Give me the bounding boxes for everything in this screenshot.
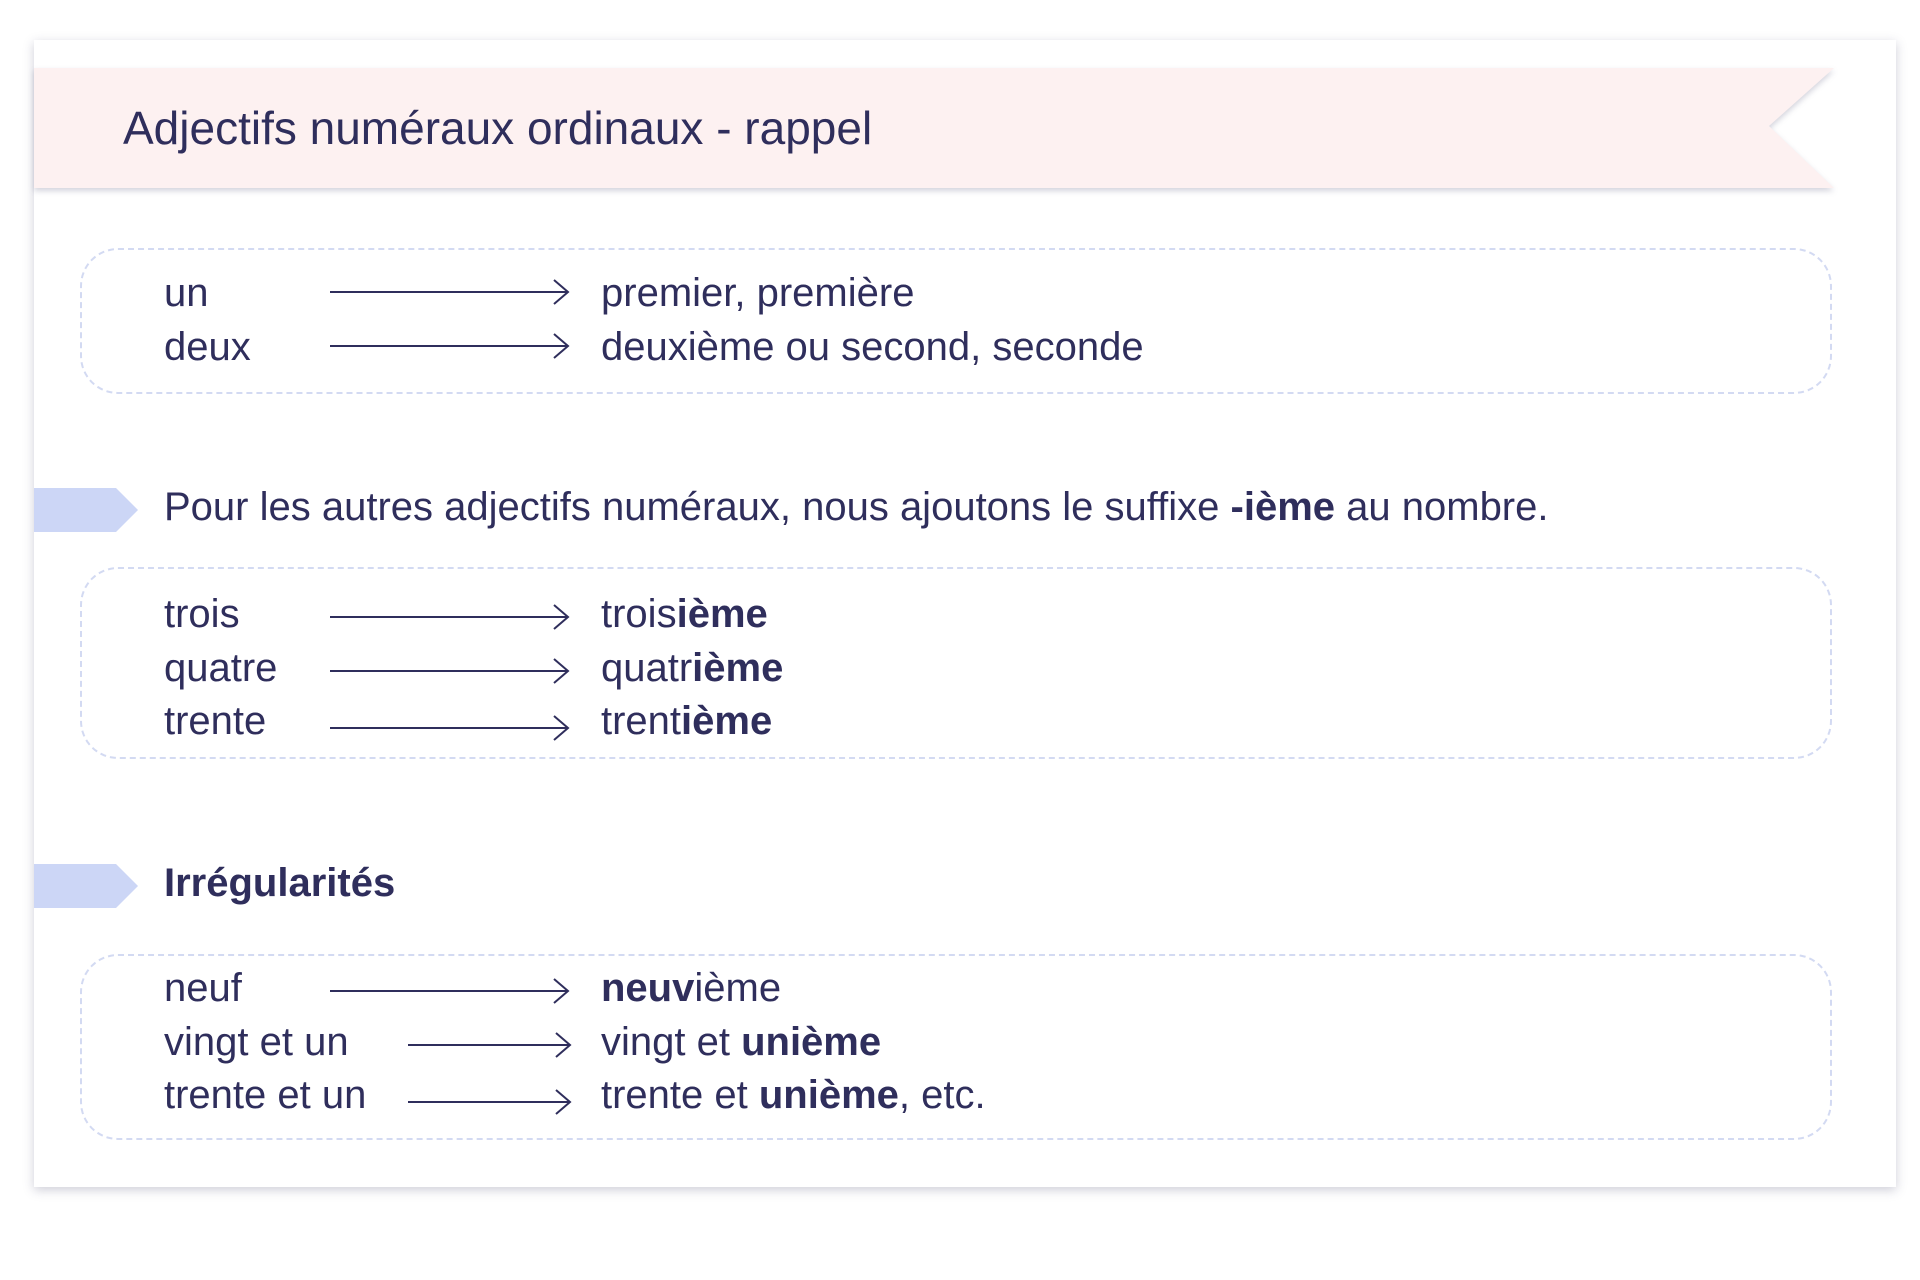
ordinal-part: trente et bbox=[601, 1073, 759, 1117]
arrow-icon bbox=[408, 1068, 574, 1122]
cardinal-number: vingt et un bbox=[164, 1020, 349, 1064]
rule-text-after: au nombre. bbox=[1335, 485, 1549, 529]
ordinal-word bbox=[601, 1015, 881, 1069]
ordinal-row bbox=[0, 694, 1900, 748]
ordinal-part: deuxième ou second, seconde bbox=[601, 325, 1144, 369]
arrow-icon bbox=[330, 320, 570, 374]
arrow-icon bbox=[330, 694, 570, 748]
bullet-marker-icon bbox=[34, 864, 138, 908]
cardinal-number: trente bbox=[164, 699, 267, 743]
ordinal-word bbox=[601, 1068, 986, 1122]
ordinal-row bbox=[0, 266, 1900, 320]
ordinal-part: ième bbox=[694, 966, 782, 1010]
arrow-icon bbox=[330, 587, 570, 641]
ordinal-word bbox=[601, 641, 783, 695]
arrow-icon bbox=[330, 961, 570, 1015]
ordinal-row bbox=[0, 320, 1900, 374]
arrow-icon bbox=[408, 1015, 574, 1069]
cardinal-number: un bbox=[164, 271, 209, 315]
ordinal-row bbox=[0, 587, 1900, 641]
cardinal-number: trente et un bbox=[164, 1073, 367, 1117]
ordinal-bold-part: ième bbox=[692, 646, 784, 690]
ordinal-part: , etc. bbox=[898, 1073, 986, 1117]
rule-text-before: Pour les autres adjectifs numéraux, nous ajoutons le suffixe bbox=[164, 485, 1231, 529]
ordinal-bold-part: ième bbox=[676, 592, 768, 636]
ordinal-part: trent bbox=[601, 699, 682, 743]
ordinal-word bbox=[601, 266, 914, 320]
page-title: Adjectifs numéraux ordinaux - rappel bbox=[123, 102, 873, 154]
ordinal-bold-part: ième bbox=[681, 699, 773, 743]
cardinal-number: trois bbox=[164, 592, 240, 636]
ordinal-word bbox=[601, 320, 1144, 374]
ordinal-word bbox=[601, 587, 768, 641]
bullet-marker-icon bbox=[34, 488, 138, 532]
cardinal-number: neuf bbox=[164, 966, 242, 1010]
cardinal-number: quatre bbox=[164, 646, 278, 690]
ordinal-row bbox=[0, 1068, 1900, 1122]
ordinal-row bbox=[0, 1015, 1900, 1069]
rule-suffix: -ième bbox=[1230, 485, 1336, 529]
suffix-rule-text bbox=[164, 480, 1549, 534]
irregularities-heading: Irrégularités bbox=[164, 861, 396, 905]
ordinal-part: vingt et bbox=[601, 1020, 742, 1064]
ordinal-bold-part: unième bbox=[758, 1073, 899, 1117]
cardinal-number: deux bbox=[164, 325, 251, 369]
arrow-icon bbox=[330, 641, 570, 695]
ordinal-row bbox=[0, 961, 1900, 1015]
title-banner bbox=[34, 68, 1834, 188]
ordinal-bold-part: unième bbox=[741, 1020, 882, 1064]
ordinal-bold-part: neuv bbox=[601, 966, 695, 1010]
ordinal-part: premier, première bbox=[601, 271, 915, 315]
arrow-icon bbox=[330, 266, 570, 320]
ordinal-word bbox=[601, 694, 772, 748]
ordinal-part: trois bbox=[601, 592, 677, 636]
ordinal-word bbox=[601, 961, 781, 1015]
ordinal-part: quatr bbox=[601, 646, 693, 690]
ordinal-row bbox=[0, 641, 1900, 695]
